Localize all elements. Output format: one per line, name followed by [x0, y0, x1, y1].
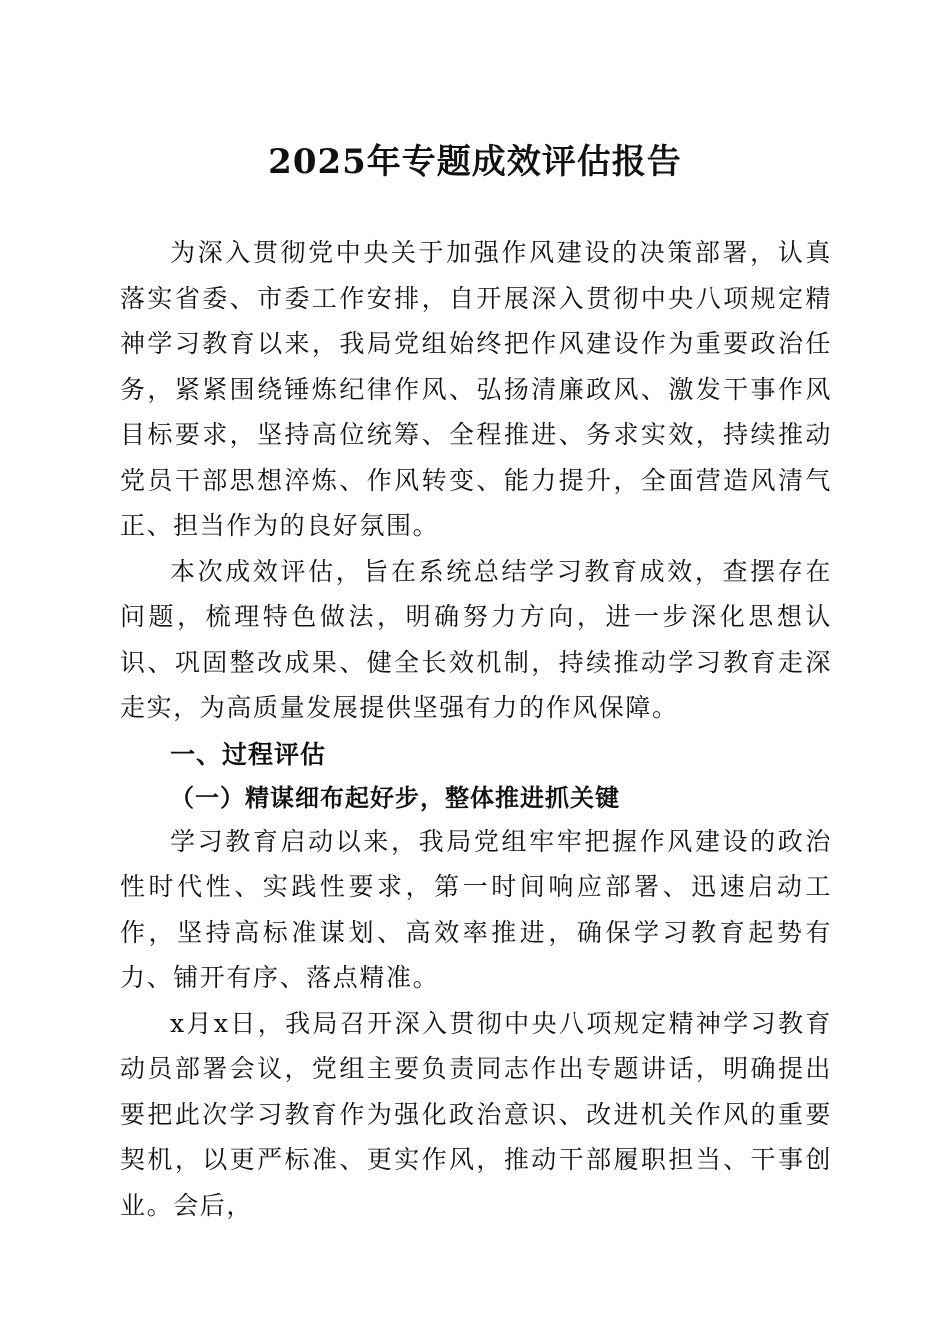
- purpose-paragraph: 本次成效评估，旨在系统总结学习教育成效，查摆存在问题，梳理特色做法，明确努力方向，进一步深化思想认识、巩固整改成果、健全长效机制，持续推动学习教育走深走实，为高质量发展提供坚强有力的作风保障。: [120, 556, 832, 722]
- subsection-heading-planning: （一）精谋细布起好步，整体推进抓关键: [170, 782, 620, 812]
- intro-paragraph: 为深入贯彻党中央关于加强作风建设的决策部署，认真落实省委、市委工作安排，自开展深入贯彻中央八项规定精神学习教育以来，我局党组始终把作风建设作为重要政治任务，紧紧围绕锤炼纪律作风、弘扬清廉政风、激发干事作风目标要求，坚持高位统筹、全程推进、务求实效，持续推动党员干部思想淬炼、作风转变、能力提升，全面营造风清气正、担当作为的良好氛围。: [120, 238, 832, 540]
- document-body: [120, 230, 832, 1228]
- document-title: 2025年专题成效评估报告: [268, 142, 682, 182]
- body-paragraph-meeting: x月x日，我局召开深入贯彻中央八项规定精神学习教育动员部署会议，党组主要负责同志作出专题讲话，明确提出要把此次学习教育作为强化政治意识、改进机关作风的重要契机，以更严标准、更实作风，推动干部履职担当、干事创业。会后，: [120, 1008, 832, 1220]
- section-heading-process-evaluation: 一、过程评估: [170, 739, 327, 769]
- body-paragraph-launch: 学习教育启动以来，我局党组牢牢把握作风建设的政治性时代性、实践性要求，第一时间响应部署、迅速启动工作，坚持高标准谋划、高效率推进，确保学习教育起势有力、铺开有序、落点精准。: [120, 826, 832, 992]
